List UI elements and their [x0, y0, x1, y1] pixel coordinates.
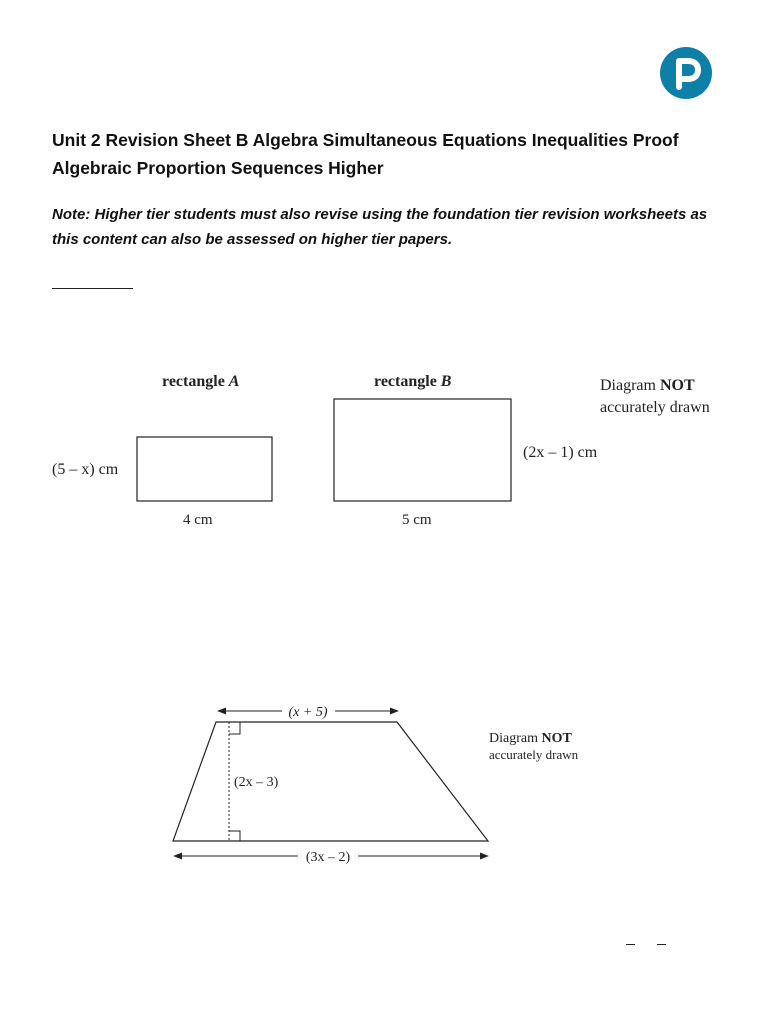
- rect-a-title: rectangle A: [162, 373, 240, 390]
- right-angle-bottom-icon: [229, 831, 240, 841]
- dash-mark: [657, 944, 666, 945]
- bottom-side-label: (3x – 2): [305, 850, 351, 865]
- rect-b-height-label: (2x – 1) cm: [523, 444, 598, 461]
- page-title: Unit 2 Revision Sheet B Algebra Simultaneous Equations Inequalities Proof Algebraic Proportion Sequences Higher: [52, 130, 679, 178]
- top-side-label: (x + 5): [288, 705, 328, 720]
- trapezium-shape: [173, 722, 488, 841]
- rectangle-a: [137, 437, 272, 501]
- trap-diagram-note-line2: accurately drawn: [489, 747, 579, 762]
- rect-diagram-note: Diagram NOT: [600, 377, 695, 394]
- rect-diagram-note-line2: accurately drawn: [600, 399, 710, 416]
- rect-a-height-label: (5 – x) cm: [52, 461, 119, 478]
- right-angle-top-icon: [229, 722, 240, 734]
- height-label: (2x – 3): [234, 775, 279, 790]
- rectangles-diagram: [0, 360, 768, 540]
- rectangle-b: [334, 399, 511, 501]
- rect-b-width-label: 5 cm: [402, 512, 432, 528]
- rect-b-title: rectangle B: [374, 373, 452, 390]
- rect-a-width-label: 4 cm: [183, 512, 213, 528]
- trap-diagram-note: Diagram NOT: [489, 731, 572, 746]
- revision-note: Note: Higher tier students must also revise using the foundation tier revision worksheets as this content can also be assessed on higher tier papers.: [52, 206, 708, 248]
- pearson-logo: [660, 47, 712, 99]
- trapezium-diagram: [0, 695, 768, 875]
- pearson-p-icon: [660, 47, 712, 99]
- divider-line: [52, 288, 133, 289]
- dash-mark: [626, 944, 635, 945]
